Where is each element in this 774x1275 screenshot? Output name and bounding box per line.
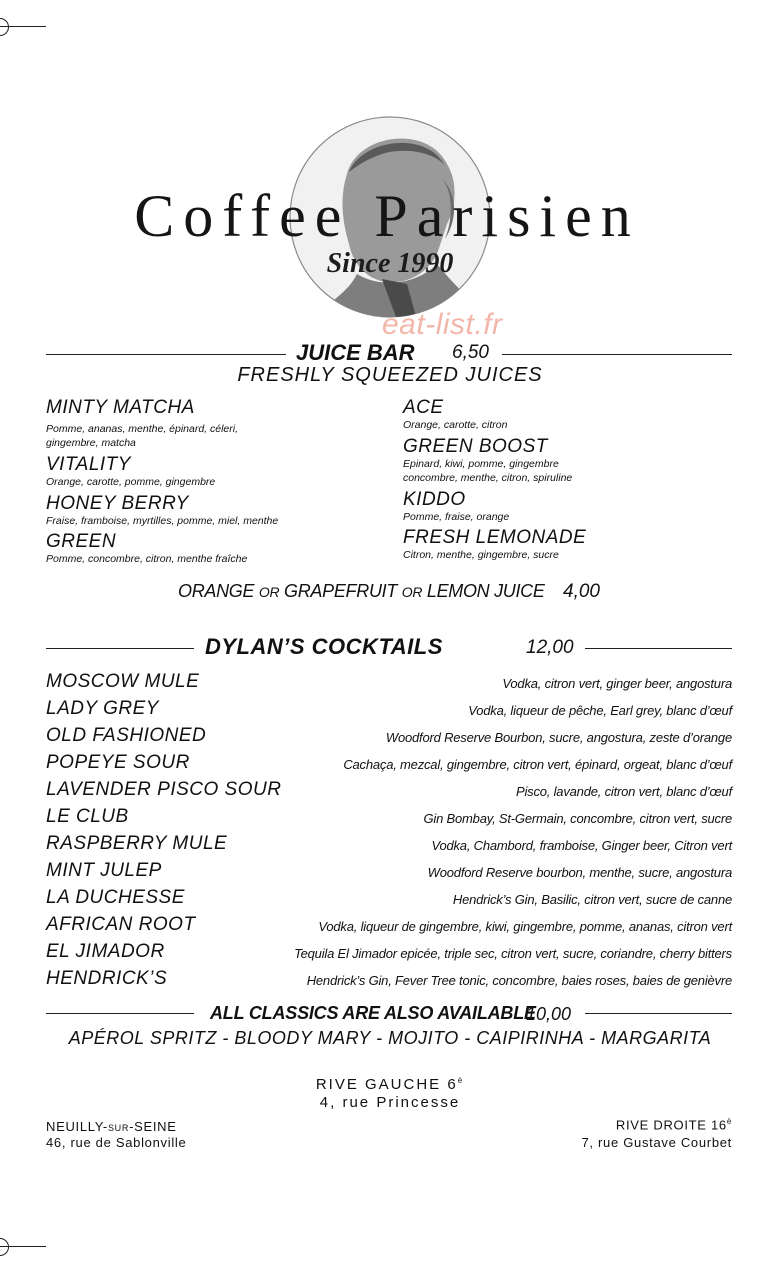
divider [585, 1013, 732, 1014]
section-title-cocktails: DYLAN’S COCKTAILS [205, 634, 443, 659]
juice-description: Pomme, concombre, citron, menthe fraîche [46, 553, 248, 565]
juice-bar-subtitle: FRESHLY SQUEEZED JUICES [237, 364, 543, 386]
juice-name: ACE [403, 397, 444, 418]
cocktail-description: Pisco, lavande, citron vert, blanc d’œuf [516, 784, 732, 799]
cocktail-description: Vodka, citron vert, ginger beer, angostura [502, 676, 732, 691]
location-rive-droite [616, 1117, 732, 1132]
simple-juice-orange: ORANGE [178, 581, 255, 601]
simple-juices-price: 4,00 [563, 581, 600, 602]
divider [46, 1013, 194, 1014]
location-name: SUR [107, 1123, 130, 1133]
location-address: 46, rue de Sablonville [46, 1135, 187, 1150]
location-address: 4, rue Princesse [319, 1094, 461, 1111]
watermark: eat-list.fr [382, 308, 503, 341]
cocktail-description: Cachaça, mezcal, gingembre, citron vert, épinard, orgeat, blanc d’œuf [343, 757, 732, 772]
cocktail-name: LE CLUB [46, 806, 129, 827]
cocktail-name: POPEYE SOUR [46, 752, 190, 773]
juice-name: GREEN [46, 531, 117, 552]
cocktail-name: HENDRICK’S [46, 968, 168, 989]
cocktail-name: AFRICAN ROOT [46, 914, 196, 935]
section-title-classics: ALL CLASSICS ARE ALSO AVAILABLE [210, 1003, 536, 1023]
juice-description: Citron, menthe, gingembre, sucre [403, 549, 559, 561]
cocktail-description: Hendrick’s Gin, Basilic, citron vert, sucre de canne [452, 892, 732, 907]
cocktail-description: Gin Bombay, St-Germain, concombre, citron vert, sucre [423, 811, 732, 826]
simple-juice-grapefruit: GRAPEFRUIT [284, 581, 398, 601]
location-sup: è [726, 1117, 732, 1126]
classics-list: APÉROL SPRITZ - BLOODY MARY - MOJITO - CAIPIRINHA - MARGARITA [68, 1028, 712, 1048]
divider [502, 354, 732, 355]
cocktail-description: Woodford Reserve bourbon, menthe, sucre, angostura [427, 865, 732, 880]
section-title-juice-bar: JUICE BAR [296, 340, 415, 365]
cocktail-description: Vodka, liqueur de gingembre, kiwi, gingembre, pomme, ananas, citron vert [318, 919, 732, 934]
location-address: 7, rue Gustave Courbet [581, 1135, 732, 1150]
juice-description: Pomme, ananas, menthe, épinard, céleri, gingembre, matcha [46, 423, 239, 449]
cocktail-name: LA DUCHESSE [46, 887, 185, 908]
location-name: RIVE DROITE 16 [615, 1117, 727, 1133]
location-rive-gauche [0, 1076, 774, 1093]
cocktail-description: Vodka, Chambord, framboise, Ginger beer, Citron vert [431, 838, 732, 853]
cocktail-name: EL JIMADOR [46, 941, 165, 962]
cocktail-name: MINT JULEP [46, 860, 162, 881]
cocktail-description: Vodka, liqueur de pêche, Earl grey, blanc d’œuf [468, 703, 732, 718]
location-sup: è [457, 1076, 465, 1085]
juice-description: Epinard, kiwi, pomme, gingembre concombre, menthe, citron, spiruline [403, 458, 573, 484]
juice-name: GREEN BOOST [403, 436, 548, 457]
cocktail-name: MOSCOW MULE [46, 671, 200, 692]
cocktail-name: LAVENDER PISCO SOUR [46, 779, 282, 800]
juice-bar-price: 6,50 [452, 342, 489, 363]
cocktail-description: Hendrick’s Gin, Fever Tree tonic, concombre, baies roses, baies de genièvre [306, 973, 732, 988]
juice-description: Fraise, framboise, myrtilles, pomme, miel, menthe [46, 515, 279, 527]
simple-juice-lemon: LEMON JUICE [426, 581, 545, 601]
simple-juices-line [178, 581, 545, 602]
simple-juice-or: OR [401, 584, 423, 600]
juice-description: Orange, carotte, pomme, gingembre [46, 476, 216, 488]
juice-name: HONEY BERRY [46, 493, 189, 514]
cocktail-name: LADY GREY [46, 698, 159, 719]
location-name: -SEINE [129, 1119, 177, 1134]
classics-price: 10,00 [526, 1004, 572, 1024]
cocktail-description: Woodford Reserve Bourbon, sucre, angostura, zeste d’orange [385, 730, 732, 745]
juice-name: VITALITY [46, 454, 131, 475]
location-name: RIVE GAUCHE 6 [315, 1076, 458, 1093]
cocktail-name: RASPBERRY MULE [46, 833, 228, 854]
juice-name: MINTY MATCHA [46, 397, 195, 418]
divider [46, 648, 194, 649]
juice-description: Pomme, fraise, orange [403, 511, 510, 523]
location-neuilly [46, 1119, 177, 1134]
juice-name: KIDDO [403, 489, 466, 510]
divider [585, 648, 732, 649]
brand-name: Coffee Parisien [134, 183, 640, 249]
cocktail-name: OLD FASHIONED [46, 725, 207, 746]
cocktails-price: 12,00 [526, 637, 574, 658]
divider [46, 354, 286, 355]
juice-description: Orange, carotte, citron [403, 419, 508, 431]
juice-name: FRESH LEMONADE [403, 527, 587, 548]
brand-tagline: Since 1990 [326, 248, 454, 279]
cocktail-description: Tequila El Jimador epicée, triple sec, citron vert, sucre, coriandre, cherry bitters [294, 946, 732, 961]
location-name: NEUILLY- [46, 1119, 108, 1134]
simple-juice-or: OR [258, 584, 280, 600]
